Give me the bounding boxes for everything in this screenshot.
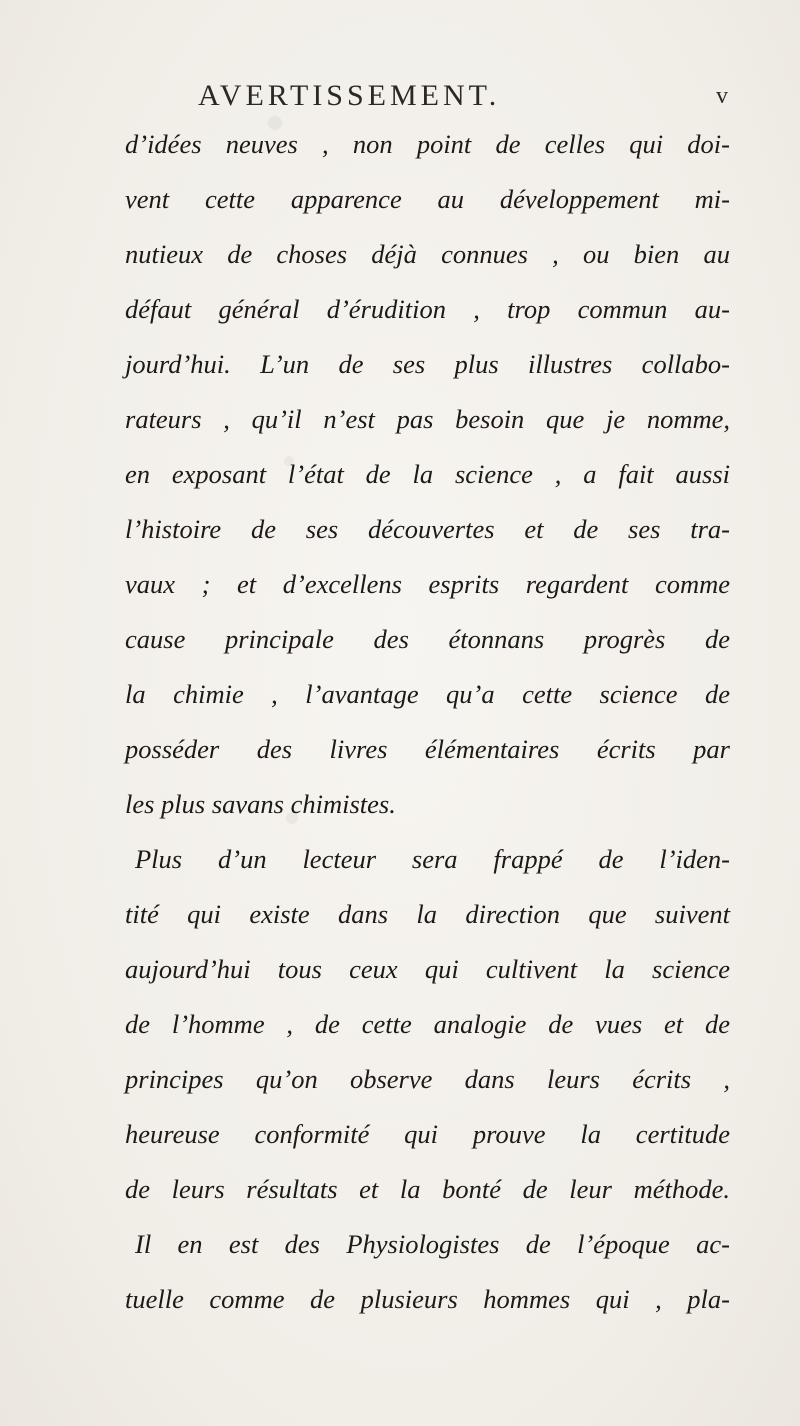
text-line: aujourd’hui tous ceux qui cultivent la science [125, 954, 730, 984]
text-line: défaut général d’érudition , trop commun au- [125, 294, 730, 324]
text-line: les plus savans chimistes. [125, 789, 396, 819]
text-line: Plus d’un lecteur sera frappé de l’iden- [135, 844, 730, 874]
text-line: vaux ; et d’excellens esprits regardent comme [125, 569, 730, 599]
body-text [125, 117, 730, 1327]
text-line: posséder des livres élémentaires écrits par [125, 734, 730, 764]
text-line: de l’homme , de cette analogie de vues et de [125, 1009, 730, 1039]
text-line: la chimie , l’avantage qu’a cette science de [125, 679, 730, 709]
text-line: tuelle comme de plusieurs hommes qui , pla- [125, 1284, 730, 1314]
text-line: vent cette apparence au développement mi- [125, 184, 730, 214]
text-line: Il en est des Physiologistes de l’époque ac- [135, 1229, 730, 1259]
text-line: nutieux de choses déjà connues , ou bien au [125, 239, 730, 269]
running-title: AVERTISSEMENT. [198, 79, 501, 112]
page-number: v [716, 83, 728, 109]
text-line: heureuse conformité qui prouve la certitude [125, 1119, 730, 1149]
text-line: cause principale des étonnans progrès de [125, 624, 730, 654]
running-header [198, 78, 728, 114]
text-line: tité qui existe dans la direction que suivent [125, 899, 730, 929]
text-line: rateurs , qu’il n’est pas besoin que je nomme, [125, 404, 730, 434]
text-line: de leurs résultats et la bonté de leur méthode. [125, 1174, 730, 1204]
text-line: d’idées neuves , non point de celles qui doi- [125, 129, 730, 159]
text-line: l’histoire de ses découvertes et de ses tra- [125, 514, 730, 544]
text-line: principes qu’on observe dans leurs écrits , [125, 1064, 730, 1094]
text-line: jourd’hui. L’un de ses plus illustres collabo- [125, 349, 730, 379]
text-line: en exposant l’état de la science , a fait aussi [125, 459, 730, 489]
